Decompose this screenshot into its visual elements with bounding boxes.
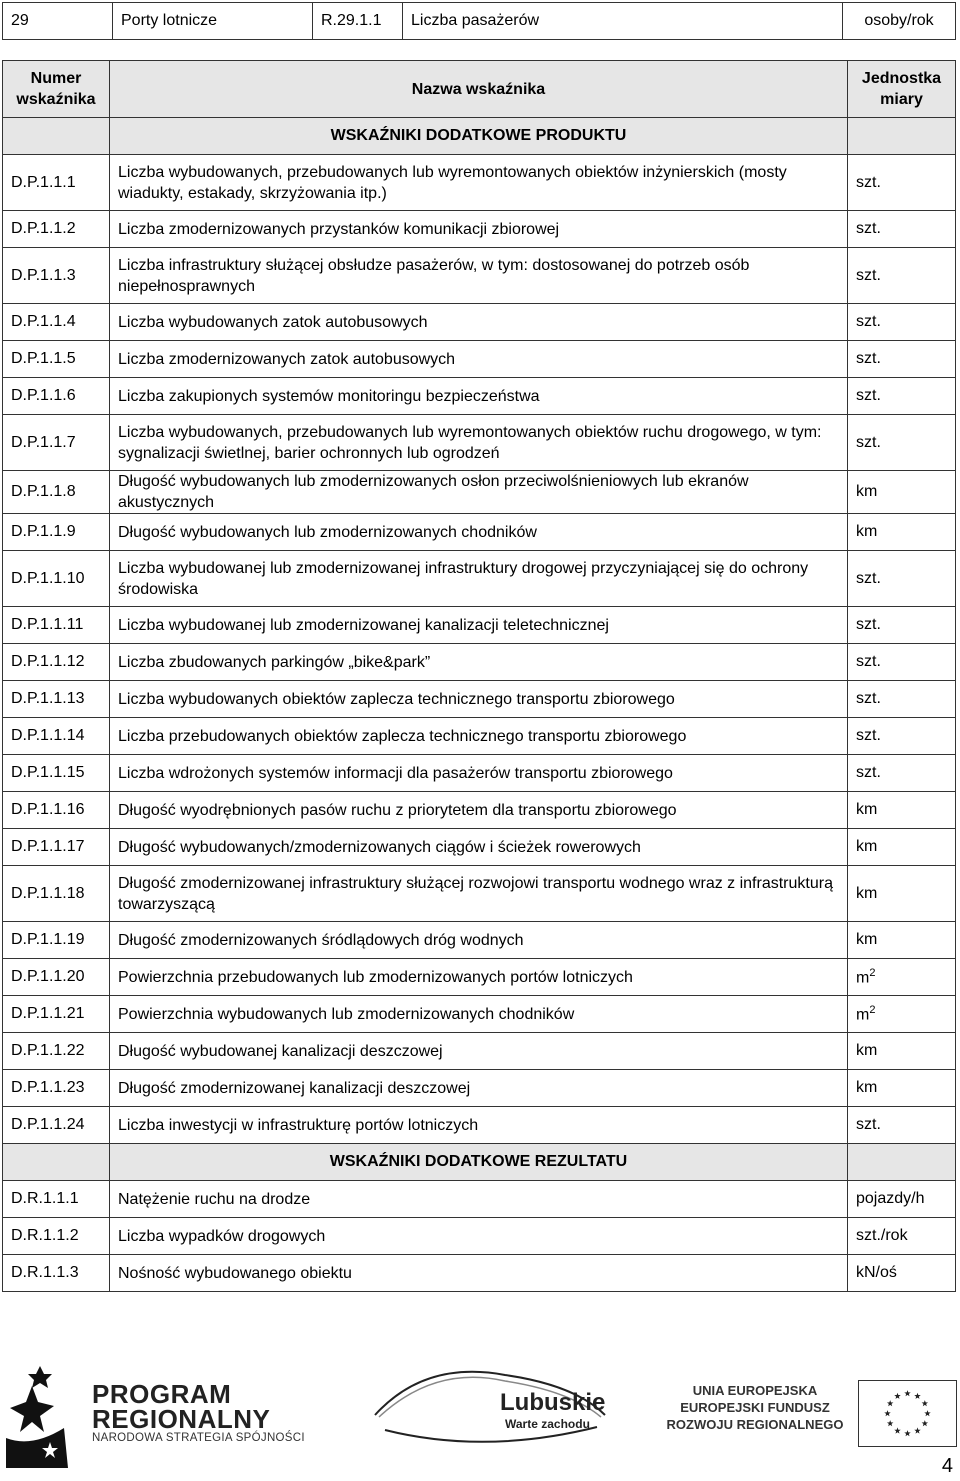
indicator-code: D.P.1.1.4: [3, 304, 110, 341]
indicator-name: Liczba wybudowanych zatok autobusowych: [110, 304, 848, 341]
indicator-name: Nośność wybudowanego obiektu: [110, 1255, 848, 1292]
indicator-name: Liczba wybudowanych, przebudowanych lub wyremontowanych obiektów inżynierskich (mosty wiadukty, estakady, skrzyżowania itp.): [110, 155, 848, 211]
indicator-name: Powierzchnia przebudowanych lub zmodernizowanych portów lotniczych: [110, 959, 848, 996]
eu-star-icon: [914, 1427, 920, 1433]
section-name: Porty lotnicze: [113, 3, 313, 40]
indicator-name: Długość zmodernizowanej kanalizacji deszczowej: [110, 1070, 848, 1107]
indicator-name: Liczba pasażerów: [403, 3, 843, 40]
unit-text: km: [856, 483, 878, 500]
indicators-table: [2, 60, 956, 1292]
indicator-code: D.P.1.1.16: [3, 792, 110, 829]
indicator-code: D.P.1.1.6: [3, 378, 110, 415]
product-row: [3, 829, 956, 866]
indicator-code: D.P.1.1.19: [3, 922, 110, 959]
indicator-unit: [848, 1255, 956, 1292]
indicator-unit: [848, 718, 956, 755]
indicator-code: D.P.1.1.1: [3, 155, 110, 211]
product-row: [3, 341, 956, 378]
indicator-name: Natężenie ruchu na drodze: [110, 1181, 848, 1218]
indicator-unit: [848, 866, 956, 922]
indicator-code: R.29.1.1: [313, 3, 403, 40]
indicator-unit: [848, 415, 956, 471]
unit-text: km: [856, 801, 878, 818]
indicator-code: D.P.1.1.3: [3, 248, 110, 304]
section-header-row: [3, 1144, 956, 1181]
indicator-code: D.R.1.1.1: [3, 1181, 110, 1218]
indicator-unit: [848, 959, 956, 996]
nss-star-logo: [2, 1358, 72, 1468]
section-empty-cell: [848, 118, 956, 155]
footer-logos: [0, 1350, 960, 1481]
product-row: [3, 471, 956, 514]
indicator-unit: [848, 1181, 956, 1218]
unit-text: szt.: [856, 266, 881, 284]
indicator-unit: [848, 792, 956, 829]
product-row: [3, 1033, 956, 1070]
indicator-name: Liczba wdrożonych systemów informacji dla pasażerów transportu zbiorowego: [110, 755, 848, 792]
unit-text: km: [856, 884, 878, 902]
eu-star-icon: [922, 1400, 928, 1406]
eu-star-icon: [887, 1400, 893, 1406]
page-number: 4: [941, 1455, 953, 1477]
indicator-unit: [848, 996, 956, 1033]
unit-text: szt.: [856, 1116, 881, 1133]
product-row: [3, 866, 956, 922]
indicator-name: Liczba wypadków drogowych: [110, 1218, 848, 1255]
section-empty-cell: [3, 1144, 110, 1181]
indicator-unit: [848, 607, 956, 644]
indicator-unit: [848, 681, 956, 718]
unit-text: szt.: [856, 616, 881, 633]
unit-text: szt./rok: [856, 1227, 908, 1244]
indicator-unit: [848, 1218, 956, 1255]
eu-flag-icon: [858, 1380, 957, 1447]
indicator-code: D.P.1.1.13: [3, 681, 110, 718]
indicator-code: D.P.1.1.9: [3, 514, 110, 551]
indicator-unit: [848, 211, 956, 248]
product-row: [3, 681, 956, 718]
indicator-code: D.P.1.1.14: [3, 718, 110, 755]
indicator-name: Długość zmodernizowanych śródlądowych dróg wodnych: [110, 922, 848, 959]
indicator-name: Długość wybudowanych/zmodernizowanych ciągów i ścieżek rowerowych: [110, 829, 848, 866]
indicator-unit: [848, 378, 956, 415]
unit-text: szt.: [856, 727, 881, 744]
product-row: [3, 718, 956, 755]
product-row: [3, 1107, 956, 1144]
indicator-code: D.R.1.1.3: [3, 1255, 110, 1292]
product-row: [3, 415, 956, 471]
unit-text: km: [856, 838, 878, 855]
product-row: [3, 304, 956, 341]
indicator-unit: [848, 304, 956, 341]
indicator-code: D.P.1.1.15: [3, 755, 110, 792]
indicator-code: D.R.1.1.2: [3, 1218, 110, 1255]
indicator-unit: [848, 248, 956, 304]
eu-star-icon: [894, 1393, 900, 1399]
indicator-code: D.P.1.1.21: [3, 996, 110, 1033]
unit-text: m: [856, 1006, 870, 1024]
indicator-code: D.P.1.1.11: [3, 607, 110, 644]
indicator-code: D.P.1.1.22: [3, 1033, 110, 1070]
indicator-name: Liczba zmodernizowanych przystanków komunikacji zbiorowej: [110, 211, 848, 248]
indicator-code: D.P.1.1.2: [3, 211, 110, 248]
unit-text: szt.: [856, 764, 881, 781]
result-row: [3, 1218, 956, 1255]
unit-text: szt.: [856, 350, 881, 367]
product-row: [3, 155, 956, 211]
table-body: [3, 118, 956, 1292]
indicator-unit: [848, 471, 956, 514]
indicator-unit: [848, 341, 956, 378]
result-row: [3, 1181, 956, 1218]
indicator-name: Liczba przebudowanych obiektów zaplecza technicznego transportu zbiorowego: [110, 718, 848, 755]
indicator-name: Liczba wybudowanych obiektów zaplecza technicznego transportu zbiorowego: [110, 681, 848, 718]
indicator-code: D.P.1.1.10: [3, 551, 110, 607]
unit-text: szt.: [856, 433, 881, 451]
unit-text: m: [856, 969, 870, 987]
section-number: 29: [3, 3, 113, 40]
lubuskie-logo: Lubuskie Warte zachodu: [365, 1355, 615, 1470]
product-row: [3, 607, 956, 644]
indicator-name: Liczba zmodernizowanych zatok autobusowych: [110, 341, 848, 378]
indicator-unit: [848, 755, 956, 792]
indicator-name: Liczba zbudowanych parkingów „bike&park”: [110, 644, 848, 681]
product-row: [3, 755, 956, 792]
indicator-unit: [848, 644, 956, 681]
section-title: WSKAŹNIKI DODATKOWE PRODUKTU: [110, 118, 848, 155]
product-row: [3, 792, 956, 829]
indicator-code: D.P.1.1.17: [3, 829, 110, 866]
product-row: [3, 514, 956, 551]
indicator-name: Długość wyodrębnionych pasów ruchu z priorytetem dla transportu zbiorowego: [110, 792, 848, 829]
indicator-name: Liczba zakupionych systemów monitoringu bezpieczeństwa: [110, 378, 848, 415]
header-code: Numer wskaźnika: [3, 61, 110, 118]
unit-text: szt.: [856, 173, 881, 191]
indicator-code: D.P.1.1.8: [3, 471, 110, 514]
indicator-name: Długość zmodernizowanej infrastruktury służącej rozwojowi transportu wodnego wraz z infrastrukturą towarzyszącą: [110, 866, 848, 922]
indicator-name: Liczba infrastruktury służącej obsłudze pasażerów, w tym: dostosowanej do potrzeb osób niepełnosprawnych: [110, 248, 848, 304]
header-unit: Jednostka miary: [848, 61, 956, 118]
section-title: WSKAŹNIKI DODATKOWE REZULTATU: [110, 1144, 848, 1181]
indicator-unit: [848, 922, 956, 959]
product-row: [3, 1070, 956, 1107]
section-empty-cell: [848, 1144, 956, 1181]
product-row: [3, 378, 956, 415]
indicator-code: D.P.1.1.7: [3, 415, 110, 471]
eu-star-icon: [904, 1430, 910, 1436]
indicator-unit: [848, 1107, 956, 1144]
eu-star-icon: [924, 1410, 930, 1416]
product-row: [3, 959, 956, 996]
section-empty-cell: [3, 118, 110, 155]
unit-text: km: [856, 931, 878, 948]
unit-text: szt.: [856, 569, 881, 587]
indicator-name: Powierzchnia wybudowanych lub zmodernizowanych chodników: [110, 996, 848, 1033]
header-name: Nazwa wskaźnika: [110, 61, 848, 118]
indicator-name: Liczba wybudowanych, przebudowanych lub wyremontowanych obiektów ruchu drogowego, w tym: sygnalizacji świetlnej, barier ochronnych lub ogrodzeń: [110, 415, 848, 471]
eu-star-icon: [884, 1410, 890, 1416]
unit-text: szt.: [856, 690, 881, 707]
unit-text: kN/oś: [856, 1264, 897, 1281]
unit-text: szt.: [856, 313, 881, 330]
product-row: [3, 644, 956, 681]
product-row: [3, 248, 956, 304]
eu-star-icon: [914, 1393, 920, 1399]
table-header: [3, 61, 956, 118]
result-row: [3, 1255, 956, 1292]
indicator-name: Liczba wybudowanej lub zmodernizowanej infrastruktury drogowej przyczyniającej się do ochrony środowiska: [110, 551, 848, 607]
product-row: [3, 551, 956, 607]
program-regionalny-logo: PROGRAM REGIONALNY NARODOWA STRATEGIA SPÓJNOŚCI: [92, 1379, 305, 1444]
unit-text: szt.: [856, 387, 881, 404]
unit-text: pojazdy/h: [856, 1190, 925, 1207]
eu-star-icon: [922, 1420, 928, 1426]
eu-star-icon: [887, 1420, 893, 1426]
unit-text: km: [856, 1042, 878, 1059]
unit-text: km: [856, 1079, 878, 1096]
indicator-unit: [848, 1033, 956, 1070]
indicator-unit: [848, 551, 956, 607]
eu-star-icon: [904, 1390, 910, 1396]
indicator-unit: [848, 1070, 956, 1107]
unit-superscript: 2: [869, 1003, 876, 1016]
indicator-name: Długość wybudowanych lub zmodernizowanych osłon przeciwolśnieniowych lub ekranów akustycznych: [110, 471, 848, 514]
indicator-name: Liczba inwestycji w infrastrukturę portów lotniczych: [110, 1107, 848, 1144]
unit-superscript: 2: [869, 966, 876, 979]
indicator-code: D.P.1.1.24: [3, 1107, 110, 1144]
eu-text: UNIA EUROPEJSKA EUROPEJSKI FUNDUSZ ROZWOJU REGIONALNEGO: [666, 1383, 844, 1432]
product-row: [3, 996, 956, 1033]
top-indicator-row: [3, 3, 956, 40]
indicator-code: D.P.1.1.18: [3, 866, 110, 922]
indicator-code: D.P.1.1.5: [3, 341, 110, 378]
section-header-row: [3, 118, 956, 155]
indicator-unit: [848, 829, 956, 866]
indicator-name: Długość wybudowanej kanalizacji deszczowej: [110, 1033, 848, 1070]
indicator-unit: [848, 514, 956, 551]
indicator-name: Liczba wybudowanej lub zmodernizowanej kanalizacji teletechnicznej: [110, 607, 848, 644]
indicator-unit: [848, 155, 956, 211]
indicator-code: D.P.1.1.20: [3, 959, 110, 996]
unit-text: szt.: [856, 220, 881, 237]
unit-text: szt.: [856, 653, 881, 670]
eu-star-icon: [894, 1427, 900, 1433]
indicator-code: D.P.1.1.23: [3, 1070, 110, 1107]
product-row: [3, 211, 956, 248]
indicator-code: D.P.1.1.12: [3, 644, 110, 681]
unit-text: km: [856, 523, 878, 540]
product-row: [3, 922, 956, 959]
indicator-unit: osoby/rok: [843, 3, 956, 40]
top-indicator-table: [2, 2, 956, 40]
indicator-name: Długość wybudowanych lub zmodernizowanych chodników: [110, 514, 848, 551]
